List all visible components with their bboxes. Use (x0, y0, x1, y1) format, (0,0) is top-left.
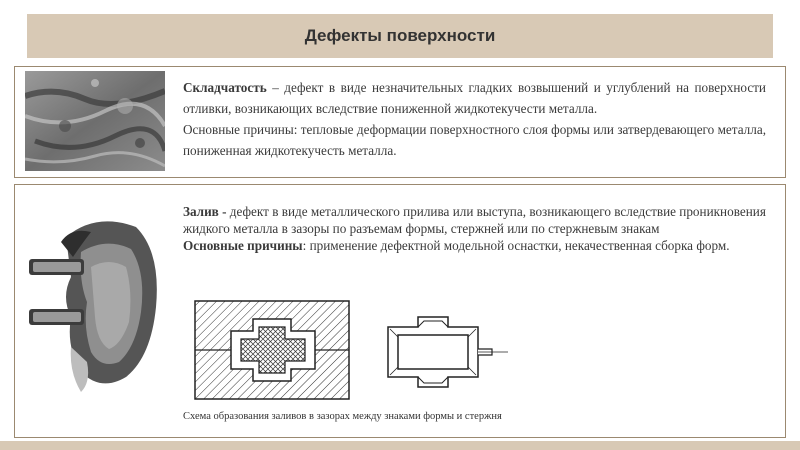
section-folding (14, 66, 786, 178)
page-title: Дефекты поверхности (304, 26, 496, 45)
flash-defect-photo (21, 197, 171, 397)
folding-definition: – дефект в виде незначительных гладких возвышений и углублений на поверхности отливки, возникающих вследствие пониженной жидкотекучести металла. (183, 80, 766, 116)
footer-bar (0, 441, 800, 450)
folding-term: Складчатость (183, 80, 267, 95)
scheme-caption: Схема образования заливов в зазорах между знаками формы и стержня (183, 411, 502, 422)
section-flash (14, 184, 786, 438)
flash-scheme-casting-diagram (368, 309, 528, 395)
flash-causes-label: Основные причины (183, 238, 303, 253)
title-bar (27, 14, 773, 58)
flash-definition: дефект в виде металлического прилива или выступа, возникающего вследствие проникновения жидкого металла в зазоры по разъемам формы, стержней или по стержневым знакам (183, 204, 766, 236)
folding-defect-photo (25, 71, 165, 171)
folding-causes: Основные причины: тепловые деформации поверхностного слоя формы или затвердевающего металла, пониженная жидкотекучесть металла. (183, 122, 766, 158)
flash-scheme-mold-diagram (193, 299, 353, 403)
flash-term: Залив - (183, 204, 227, 219)
flash-description (183, 203, 766, 254)
flash-causes-text: : применение дефектной модельной оснастки, некачественная сборка форм. (302, 238, 730, 253)
folding-description (183, 77, 766, 161)
